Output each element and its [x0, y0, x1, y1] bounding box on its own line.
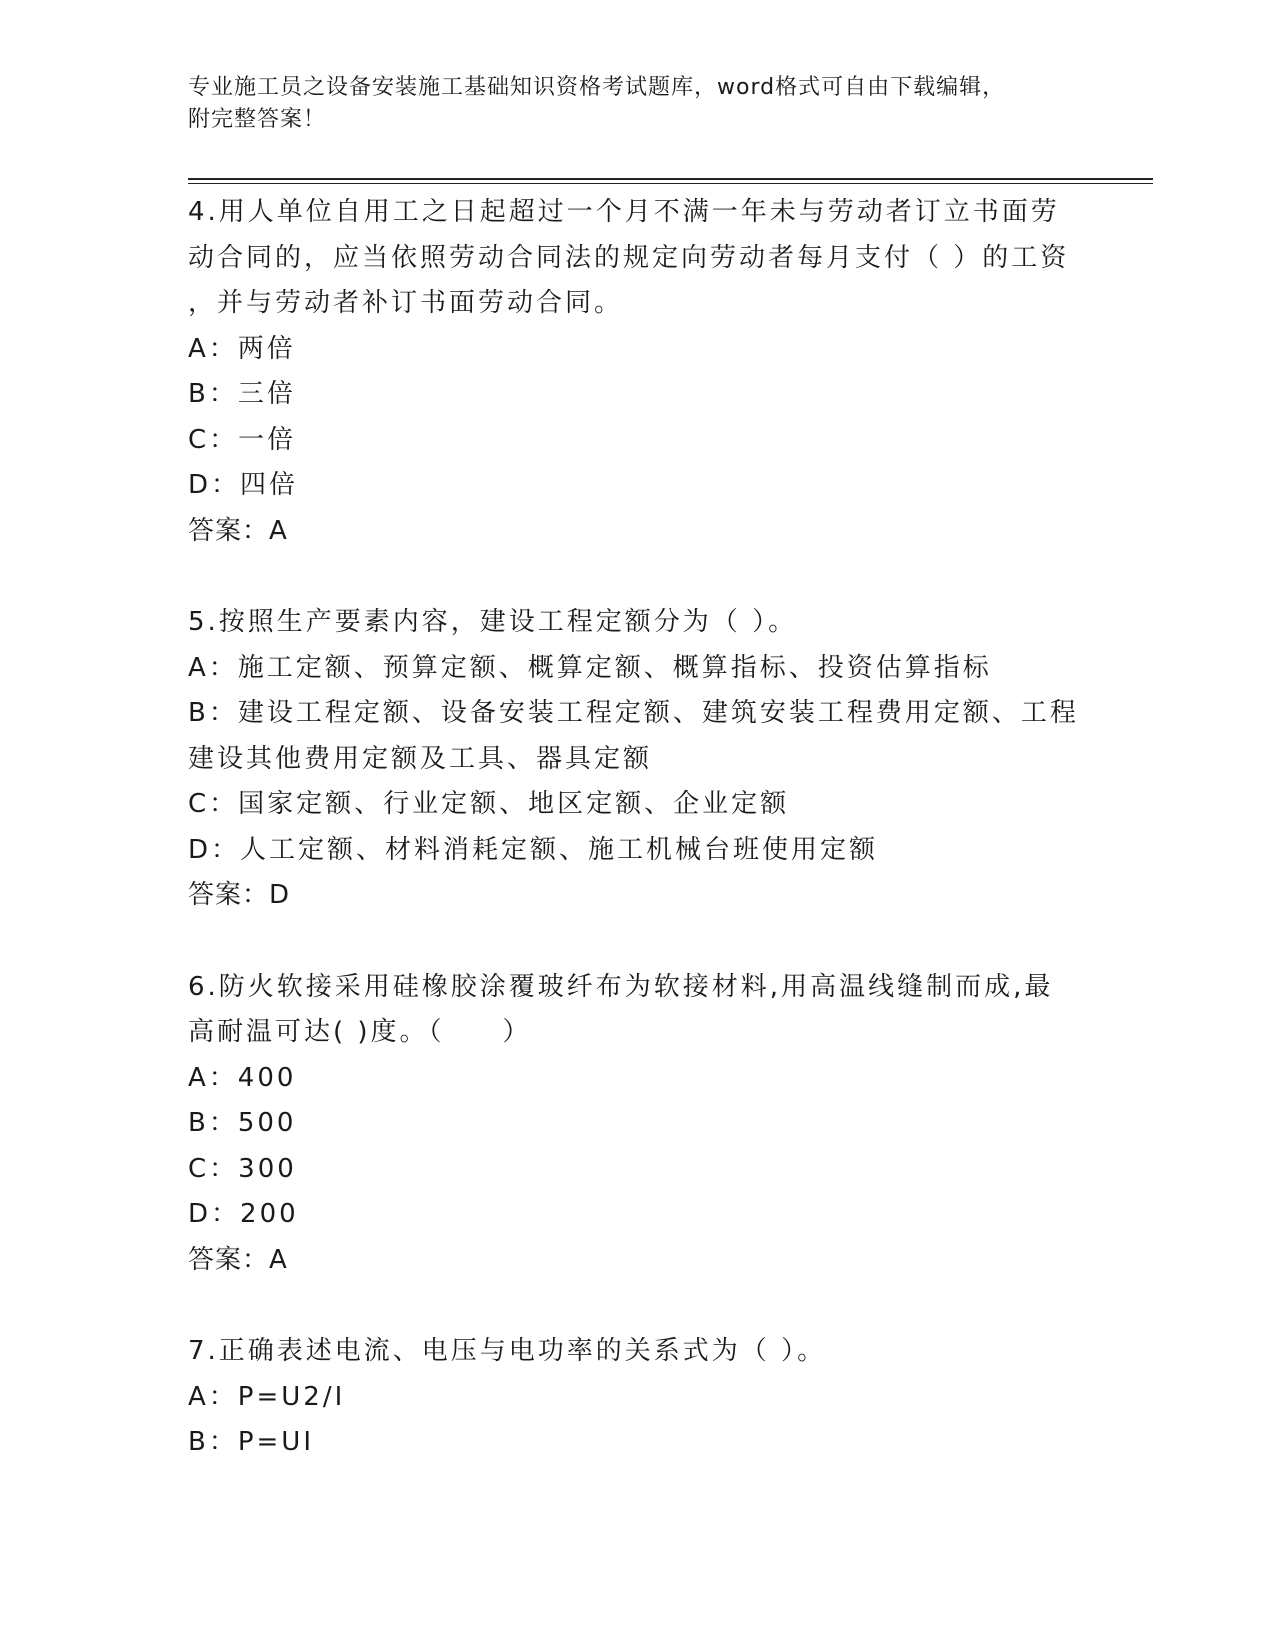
question-stem-line: 动合同的，应当依照劳动合同法的规定向劳动者每月支付（ ）的工资	[188, 242, 1070, 273]
question-6	[188, 965, 1068, 1284]
option-a: A：施工定额、预算定额、概算定额、概算指标、投资估算指标	[188, 652, 992, 683]
option-b: B：500	[188, 1108, 297, 1138]
question-stem-line: 5.按照生产要素内容，建设工程定额分为（ ）。	[188, 607, 798, 637]
answer-label: 答案：A	[188, 515, 288, 546]
question-stem-line: 7.正确表述电流、电压与电功率的关系式为（ ）。	[188, 1336, 827, 1366]
question-stem-line: ，并与劳动者补订书面劳动合同。	[188, 288, 624, 318]
answer-label: 答案：A	[188, 1244, 288, 1275]
option-a: A：400	[188, 1062, 297, 1093]
header-line-1: 专业施工员之设备安装施工基础知识资格考试题库，word格式可自由下载编辑，	[188, 75, 1006, 100]
question-7	[188, 1329, 1068, 1466]
option-a: A：P=U2/I	[188, 1381, 346, 1412]
option-b-continued: 建设其他费用定额及工具、器具定额	[188, 743, 653, 774]
header-line-2: 附完整答案！	[188, 107, 327, 132]
option-b: B：三倍	[188, 379, 296, 409]
option-c: C：300	[188, 1153, 297, 1184]
option-c: C：国家定额、行业定额、地区定额、企业定额	[188, 789, 790, 819]
option-d: D：200	[188, 1199, 299, 1229]
question-4	[188, 190, 1068, 554]
option-c: C：一倍	[188, 424, 297, 455]
question-list	[188, 190, 1079, 1512]
question-stem-line: 4.用人单位自用工之日起超过一个月不满一年未与劳动者订立书面劳	[188, 197, 1060, 227]
document-header	[188, 72, 1068, 136]
question-stem-line: 6.防火软接采用硅橡胶涂覆玻纤布为软接材料,用高温线缝制而成,最	[188, 971, 1054, 1002]
answer-label: 答案：D	[188, 880, 291, 910]
option-a: A：两倍	[188, 333, 296, 364]
option-b: B：P=UI	[188, 1427, 314, 1457]
question-stem-line: 高耐温可达( )度。（ ）	[188, 1017, 532, 1047]
header-divider	[188, 178, 1153, 180]
option-b: B：建设工程定额、设备安装工程定额、建筑安装工程费用定额、工程	[188, 698, 1079, 728]
question-5	[188, 600, 1079, 919]
option-d: D：四倍	[188, 470, 299, 500]
option-d: D：人工定额、材料消耗定额、施工机械台班使用定额	[188, 834, 879, 865]
header-divider-thin	[188, 183, 1153, 184]
